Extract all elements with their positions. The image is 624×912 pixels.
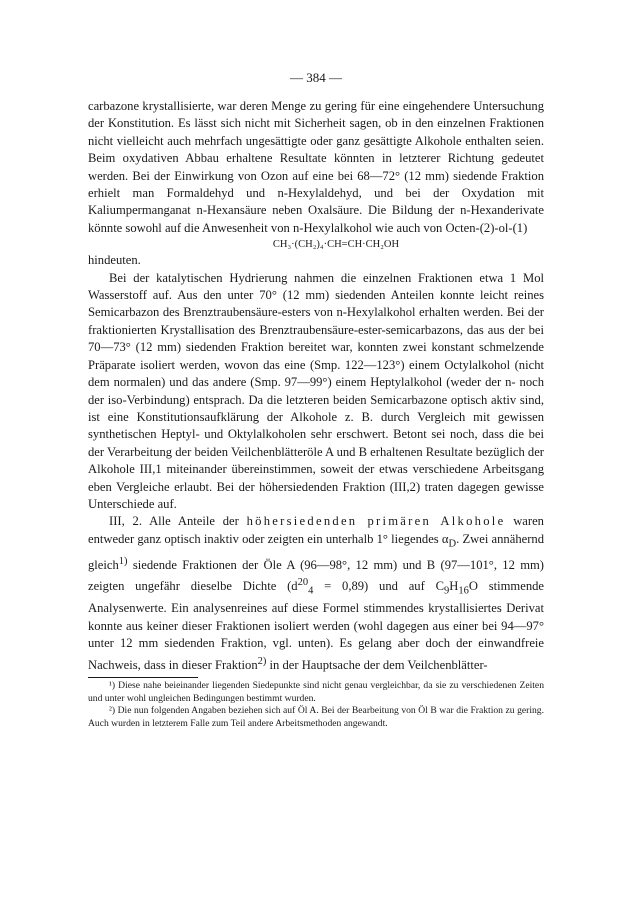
paragraph-3-text-c: siedende Fraktionen der Öle A (96—98°, 12 mm) und B (97—101°, 12 mm) zeigten ungefähr dieselbe Dichte (d	[88, 557, 544, 594]
footnotes	[88, 680, 544, 730]
paragraph-3	[88, 513, 544, 674]
body-text	[88, 98, 544, 674]
paragraph-3-text-f: O stimmende Analysenwerte. Ein analysenreines auf diese Formel stimmendes krystallisiertes Derivat konnte aus keiner dieser Fraktionen isoliert werden (wohl dagegen aus einer bei 94—97° unter 12 mm siedenden Fraktion, vgl. unten). Es gelang aber doch der einwandfreie Nachweis, dass in dieser Fraktion	[88, 579, 545, 672]
footnote-2	[88, 705, 544, 730]
paragraph-3-text-g: in der Hauptsache der dem Veilchenblätter-	[266, 657, 488, 672]
footnote-1	[88, 680, 544, 705]
paragraph-3-text-a: waren entweder ganz optisch inaktiv oder zeigten ein unterhalb 1° liegendes α	[88, 514, 544, 546]
paragraph-3-lead: III, 2. Alle Anteile der	[109, 514, 247, 529]
spaced-emphasis: höhersiedenden primären Alkohole	[246, 514, 506, 529]
subscript-16: 16	[458, 585, 469, 597]
paragraph-3-text-d: = 0,89) und auf C	[313, 579, 444, 594]
superscript-20: 20	[297, 577, 309, 589]
footnote-2-text: Die nun folgenden Angaben beziehen sich auf Öl A. Bei der Bearbeitung von Öl B war die Fraktion zu gering. Auch wurden in letzterem Falle zum Teil andere Arbeitsmethoden angewandt.	[88, 705, 544, 729]
paragraph-2: Bei der katalytischen Hydrierung nahmen die einzelnen Fraktionen etwa 1 Mol Wasserstoff auf. Aus den unter 70° (12 mm) siedenden Anteilen konnte leicht reines Semicarbazon des Brenztraubensäure-esters von n-Hexylalkohol erhalten werden. Bei der fraktionierten Krystallisation des Brenztraubensäure-ester-semicarbazons, das aus der bei 70—73° (12 mm) siedenden Fraktion bereitet war, konnten zwei konstant schmelzende Präparate isoliert werden, wovon das eine (Smp. 122—123°) einem Octylalkohol (nicht dem normalen) und das andere (Smp. 97—99°) einem Heptylalkohol (weder der n- noch der iso-Verbindung) entsprach. Da die letzteren beiden Semicarbazone optisch aktiv sind, ist eine Konstitutionsaufklärung der Alkohole z. B. durch Vergleich mit gewissen synthetischen Heptyl- und Oktylalkoholen sehr erschwert. Betont sei noch, dass die bei der Verarbeitung der beiden Veilchenblätteröle A und B erhaltenen Resultate bezüglich der Alkohole III,1 miteinander übereinstimmen, soweit der etwas verschiedene Arbeitsgang eben Vergleiche erlaubt. Bei der höhersiedenden Fraktion (III,2) traten dagegen gewisse Unterschiede auf.	[88, 270, 544, 511]
paragraph-3-text-e: H	[449, 579, 459, 594]
subscript-d: D	[448, 538, 457, 550]
paragraph-1-part-1: carbazone krystallisierte, war deren Menge zu gering für eine eingehendere Untersuchung der Konstitution. Es lässt sich nicht mit Sicherheit sagen, ob in den einzelnen Fraktionen nicht vielleicht auch mehrfach ungesättigte oder ganz gesättigte Alkohole enthalten seien. Beim oxydativen Abbau erhaltene Resultate könnten in letzterer Richtung gedeutet werden. Bei der Einwirkung von Ozon auf eine bei 68—72° (12 mm) siedende Fraktion erhielt man Formaldehyd und n-Hexylaldehyd, und bei der Oxydation mit Kaliumpermanganat n-Hexansäure neben Oxalsäure. Die Bildung der n-Hexanderivate könnte sowohl auf die Anwesenheit von n-Hexylalkohol wie auch von Octen-(2)-ol-(1)	[88, 99, 544, 235]
paragraph-3-text-b: . Zwei annähernd gleich	[88, 531, 544, 572]
chemical-formula: CH₃·(CH₂)₄·CH=CH·CH₂OH	[272, 239, 400, 251]
footnote-1-text: Diese nahe beieinander liegenden Siedepunkte sind nicht genau vergleichbar, da sie zu verschiedenen Zeiten und unter wohl ungleichen Bedingungen bestimmt wurden.	[88, 680, 544, 704]
footnote-ref-2: 2)	[257, 655, 267, 667]
subscript-4: 4	[308, 585, 314, 597]
document-page	[88, 68, 544, 731]
footnote-2-mark: ²)	[109, 705, 116, 717]
paragraph-1-part-2: hindeuten.	[88, 253, 141, 268]
subscript-9: 9	[444, 585, 450, 597]
page-number: — 384 —	[290, 70, 342, 85]
footnote-1-mark: ¹)	[109, 680, 116, 692]
footnote-divider	[88, 677, 198, 678]
footnote-ref-1: 1)	[118, 555, 128, 567]
